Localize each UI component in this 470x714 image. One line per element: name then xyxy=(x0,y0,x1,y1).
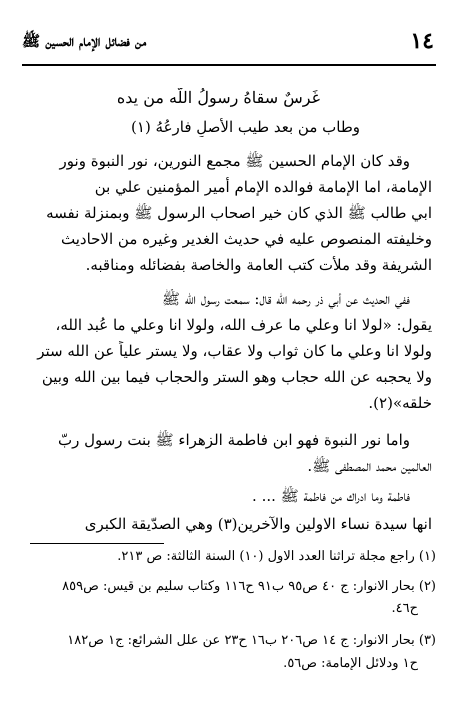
footnote-2: (٢) بحار الانوار: ج ٤٠ ص٩٥ ب٩١ ح١١٦ وكتاب سليم بن قيس: ص٨٥٩ xyxy=(62,579,436,594)
body-line: فاطمة وما ادراك من فاطمة ﷺ ... . xyxy=(252,487,410,505)
footnote-separator xyxy=(30,543,164,544)
verse-line-2: وطاب من بعد طيب الأصلِ فارعُهُ (١) xyxy=(131,118,360,136)
body-line: انها سيدة نساء الاولين والآخرين(٣) وهي الصدّيقة الكبرى xyxy=(84,515,432,533)
body-line: العالمين محمد المصطفى ﷺ. xyxy=(307,457,432,475)
body-line: ففي الحديث عن أبي ذر رحمه الله قال: سمعت رسول الله ﷺ xyxy=(161,290,410,308)
footnote-2-cont: ح٤٦. xyxy=(391,601,418,616)
body-line: واما نور النبوة فهو ابن فاطمة الزهراء ﷺ بنت رسول ربّ xyxy=(57,431,410,449)
body-line: ولا يحجبه عن الله حجاب وهو الستر والحجاب فيما بين الله وبين xyxy=(41,368,432,386)
body-line: الإمامة، اما الإمامة فوالده الإمام أمير المؤمنين علي بن xyxy=(94,178,432,196)
running-header xyxy=(22,30,434,56)
footnote-1: (١) راجع مجلة تراثنا العدد الاول (١٠) السنة الثالثة: ص ٢١٣. xyxy=(117,549,436,564)
page-number: ١٤ xyxy=(410,28,434,54)
footnote-3: (٣) بحار الانوار: ج ١٤ ص٢٠٦ ب١٦ ح٢٣ عن علل الشرائع: ج١ ص١٨٢ xyxy=(67,633,436,648)
body-line: خلقه»(٢). xyxy=(368,394,432,412)
footnote-3-cont: ح١ ودلائل الإمامة: ص٥٦. xyxy=(283,656,418,671)
body-line: وخليفته المنصوص عليه في حديث الغدير وغيره من الاحاديث xyxy=(61,230,432,248)
body-line: الشريفة وقد ملأت كتب العامة والخاصة بفضائله ومناقبه. xyxy=(85,256,432,274)
body-line: وقد كان الإمام الحسين ﷺ مجمع النورين، نور النبوة ونور xyxy=(59,152,410,170)
body-line: ابي طالب ﷺ الذي كان خير اصحاب الرسول ﷺ وبمنزلة نفسه xyxy=(46,204,432,222)
body-line: يقول: «لولا انا وعلي ما عرف الله، ولولا انا وعلي ما عُبد الله، xyxy=(55,316,432,334)
body-line: ولولا انا وعلي ما كان ثواب ولا عقاب، ولا يستر علياً عن الله ستر xyxy=(37,342,432,360)
header-title: من فضائل الإمام الحسين ﷺ xyxy=(22,32,147,50)
verse-line-1: غَرسٌ سقاهُ رسولُ اللّه من يده xyxy=(116,88,320,107)
header-rule xyxy=(22,64,436,66)
